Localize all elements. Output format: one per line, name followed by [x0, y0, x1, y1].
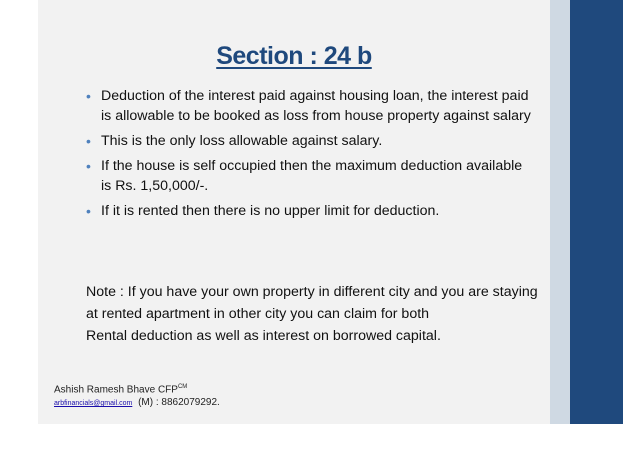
bullet-icon: •: [86, 158, 91, 174]
bullet-text: If the house is self occupied then the maximum deduction available is Rs. 1,50,000/-.: [101, 158, 523, 194]
side-accent-bar-light: [550, 0, 570, 424]
note-text-continued: Rental deduction as well as interest on borrowed capital.: [86, 328, 441, 344]
bullet-list: [86, 86, 536, 226]
footer: [54, 381, 354, 410]
side-accent-bar-dark: [570, 0, 623, 424]
author-name: Ashish Ramesh Bhave CFP: [54, 384, 178, 396]
contact-line: [54, 396, 354, 410]
bullet-icon: •: [86, 133, 91, 149]
slide-title: Section : 24 b: [216, 42, 372, 70]
author-credential: CM: [177, 384, 188, 390]
bullet-item: [86, 86, 536, 126]
note-block: [86, 281, 548, 347]
phone-number: (M) : 8862079292.: [138, 397, 220, 409]
bullet-item: [86, 131, 536, 151]
bullet-text: This is the only loss allowable against salary.: [101, 133, 383, 149]
bullet-icon: •: [86, 88, 91, 104]
bullet-item: [86, 201, 536, 221]
bullet-icon: •: [86, 203, 91, 219]
author-line: [54, 381, 354, 396]
note-text: Note : If you have your own property in different city and you are staying at rented apartment in other city you can claim for both: [86, 284, 538, 322]
email-link[interactable]: arbfinancials@gmail.com: [54, 400, 133, 408]
bullet-text: If it is rented then there is no upper limit for deduction.: [101, 203, 440, 219]
bullet-text: Deduction of the interest paid against housing loan, the interest paid is allowable to be booked as loss from house property against salary: [101, 88, 531, 124]
bullet-item: [86, 156, 536, 196]
